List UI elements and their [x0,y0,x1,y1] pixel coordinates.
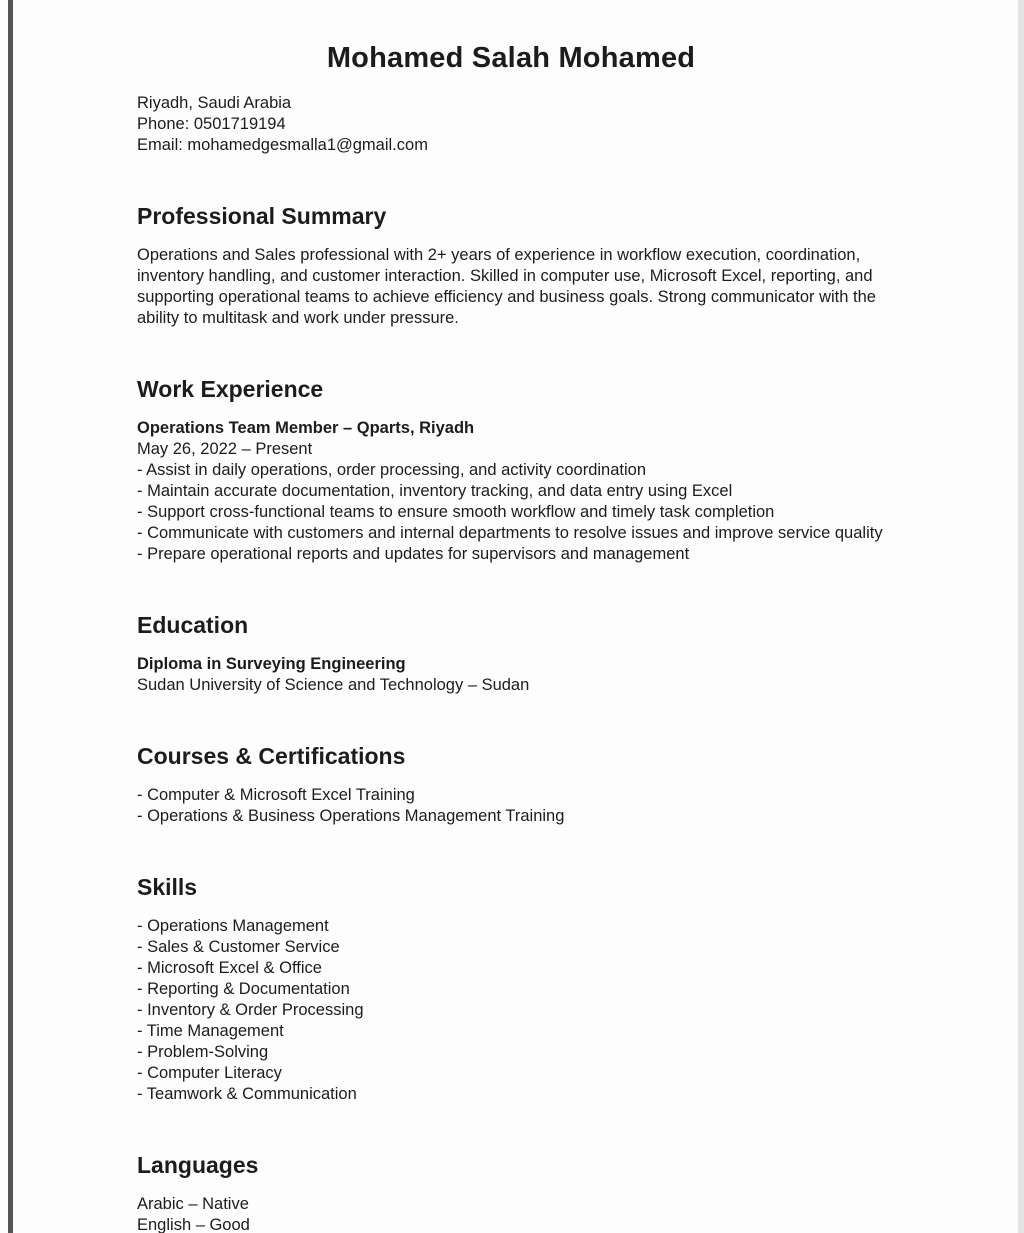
courses-heading: Courses & Certifications [137,743,406,769]
skill-item: - Time Management [137,1022,284,1040]
skill-item: - Inventory & Order Processing [137,1001,364,1019]
job-title: Operations Team Member – Qparts, Riyadh [137,419,475,437]
candidate-name: Mohamed Salah Mohamed [326,42,696,74]
job-bullet: - Support cross-functional teams to ensure smooth workflow and timely task completion [137,503,775,521]
education-degree: Diploma in Surveying Engineering [137,655,406,673]
languages-heading: Languages [137,1152,259,1178]
section-languages [137,1105,885,1233]
summary-heading: Professional Summary [137,203,387,229]
section-skills [137,827,885,1105]
skill-item: - Operations Management [137,917,329,935]
skill-item: - Sales & Customer Service [137,938,340,956]
course-item: - Operations & Business Operations Management Training [137,807,565,825]
skill-item: - Microsoft Excel & Office [137,959,322,977]
contact-block [137,93,885,156]
skill-item: - Problem-Solving [137,1043,269,1061]
skill-item: - Computer Literacy [137,1064,282,1082]
summary-text: Operations and Sales professional with 2+ years of experience in workflow execution, coordination, inventory handling, and customer interaction. Skilled in computer use, Microsoft Excel, reporting, and supporting operational teams to achieve efficiency and business goals. Strong communicator with the ability to multitask and work under pressure. [137,246,876,327]
language-item: English – Good [137,1216,250,1233]
contact-phone: Phone: 0501719194 [137,115,286,133]
section-professional-summary [137,156,885,329]
job-bullet: - Communicate with customers and internal departments to resolve issues and improve service quality [137,524,883,542]
job-bullet: - Prepare operational reports and updates for supervisors and management [137,545,690,563]
skill-item: - Teamwork & Communication [137,1085,357,1103]
contact-location: Riyadh, Saudi Arabia [137,94,292,112]
course-item: - Computer & Microsoft Excel Training [137,786,415,804]
scan-edge-strip [8,0,13,1233]
language-item: Arabic – Native [137,1195,249,1213]
skills-heading: Skills [137,874,198,900]
experience-heading: Work Experience [137,376,324,402]
education-heading: Education [137,612,249,638]
skill-item: - Reporting & Documentation [137,980,350,998]
education-school: Sudan University of Science and Technology – Sudan [137,676,530,694]
job-bullet: - Maintain accurate documentation, inventory tracking, and data entry using Excel [137,482,733,500]
section-work-experience [137,329,885,565]
section-education [137,565,885,696]
section-courses [137,696,885,827]
job-dates: May 26, 2022 – Present [137,440,313,458]
job-bullet: - Assist in daily operations, order processing, and activity coordination [137,461,647,479]
scan-edge-shade [1018,0,1024,1233]
contact-email: Email: mohamedgesmalla1@gmail.com [137,136,428,154]
